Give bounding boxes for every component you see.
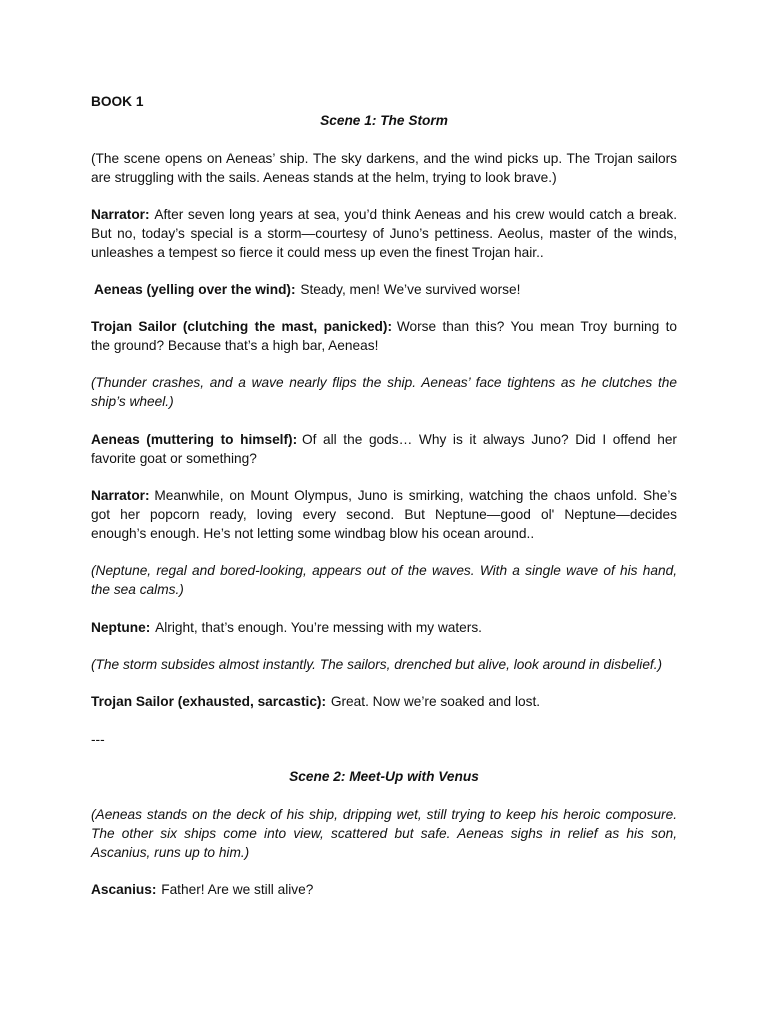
aeneas2-text: Of all the gods… Why is it always Juno? Did I offend her (301, 432, 677, 447)
narrator2-speaker: Narrator: (91, 488, 150, 503)
ascanius-line (91, 880, 677, 899)
narrator2-line2: got her popcorn ready, loving every second. But Neptune—good ol' Neptune—decides (91, 507, 677, 522)
direction2-line2: the sea calms.) (91, 582, 184, 597)
sailor1-line2: the ground? Because that’s a high bar, Aeneas! (91, 338, 379, 353)
narrator1-line3: unleashes a tempest so fierce it could mess up even the finest Trojan hair.. (91, 245, 544, 260)
narrator1-text: After seven long years at sea, you’d think Aeneas and his crew would catch a break. (154, 207, 677, 222)
scene2-direction-line2: The other six ships come into view, scattered but safe. Aeneas sighs in relief as his son, (91, 826, 677, 841)
scene1-intro-line1: (The scene opens on Aeneas’ ship. The sky darkens, and the wind picks up. The Trojan sailors (91, 151, 677, 166)
sailor2-speaker: Trojan Sailor (exhausted, sarcastic): (91, 694, 327, 709)
narrator2-line1 (91, 486, 677, 505)
neptune-speaker: Neptune: (91, 620, 151, 635)
aeneas1-text: Steady, men! We’ve survived worse! (300, 282, 521, 297)
aeneas2-speaker: Aeneas (muttering to himself): (91, 432, 298, 447)
separator: --- (91, 732, 105, 747)
sailor2-text: Great. Now we’re soaked and lost. (330, 694, 541, 709)
ascanius-speaker: Ascanius: (91, 882, 157, 897)
narrator1-line1 (91, 205, 677, 224)
aeneas2-line2: favorite goat or something? (91, 451, 257, 466)
neptune-line (91, 618, 677, 637)
scene2-direction-line3: Ascanius, runs up to him.) (91, 845, 250, 860)
sailor1-text: Worse than this? You mean Troy burning to (396, 319, 677, 334)
sailor1-line1 (91, 317, 677, 336)
narrator1-speaker: Narrator: (91, 207, 150, 222)
direction2-line1: (Neptune, regal and bored-looking, appears out of the waves. With a single wave of his hand, (91, 563, 677, 578)
scene1-title: Scene 1: The Storm (320, 113, 448, 128)
ascanius-text: Father! Are we still alive? (161, 882, 314, 897)
direction1-line2: ship’s wheel.) (91, 394, 174, 409)
narrator2-text: Meanwhile, on Mount Olympus, Juno is smirking, watching the chaos unfold. She’s (154, 488, 677, 503)
narrator2-line3: enough’s enough. He’s not letting some windbag blow his ocean around.. (91, 526, 535, 541)
aeneas1-speaker: Aeneas (yelling over the wind): (94, 282, 296, 297)
aeneas1-line (94, 280, 680, 299)
scene2-title: Scene 2: Meet-Up with Venus (289, 769, 479, 784)
book-heading: BOOK 1 (91, 94, 144, 109)
sailor2-line (91, 692, 677, 711)
direction1-line1: (Thunder crashes, and a wave nearly flips the ship. Aeneas’ face tightens as he clutches the (91, 375, 677, 390)
scene1-intro-line2: are struggling with the sails. Aeneas stands at the helm, trying to look brave.) (91, 170, 557, 185)
direction3: (The storm subsides almost instantly. The sailors, drenched but alive, look around in disbelief.) (91, 657, 663, 672)
scene2-direction-line1: (Aeneas stands on the deck of his ship, dripping wet, still trying to keep his heroic composure. (91, 807, 677, 822)
sailor1-speaker: Trojan Sailor (clutching the mast, panicked): (91, 319, 393, 334)
neptune-text: Alright, that’s enough. You’re messing with my waters. (155, 620, 482, 635)
aeneas2-line1 (91, 430, 677, 449)
narrator1-line2: But no, today’s special is a storm—courtesy of Juno’s pettiness. Aeolus, master of the winds, (91, 226, 677, 241)
